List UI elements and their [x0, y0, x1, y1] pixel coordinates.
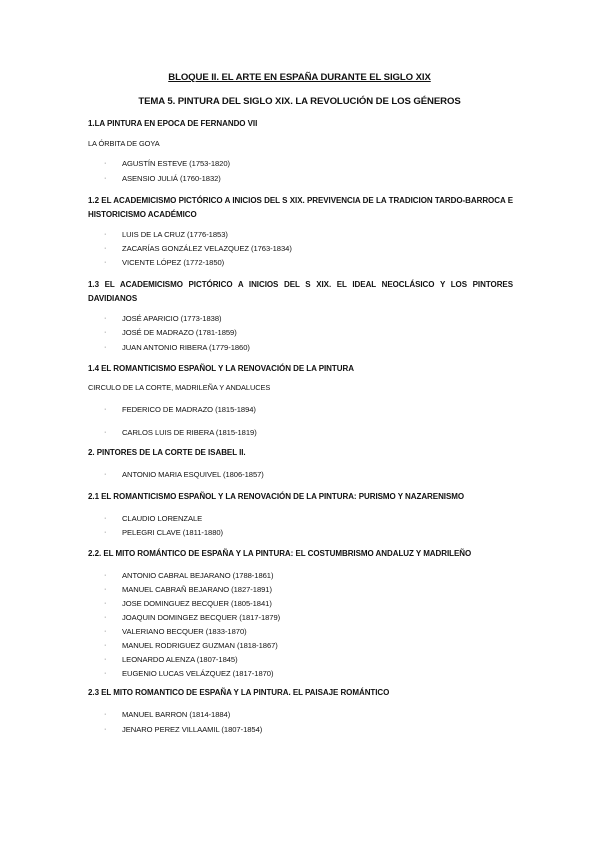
list-item-text: FEDERICO DE MADRAZO (1815-1894)	[122, 405, 256, 414]
list-item-text: ANTONIO MARIA ESQUIVEL (1806-1857)	[122, 470, 264, 479]
bullet-icon: ·	[104, 586, 107, 593]
bullet-icon: ·	[104, 245, 107, 252]
list-item-text: PELEGRI CLAVE (1811-1880)	[122, 528, 224, 537]
section-subheading: CIRCULO DE LA CORTE, MADRILEÑA Y ANDALUCES	[88, 383, 271, 392]
bullet-icon: ·	[104, 429, 107, 436]
list-item-text: AGUSTÍN ESTEVE (1753-1820)	[122, 159, 231, 168]
document-title: BLOQUE II. EL ARTE EN ESPAÑA DURANTE EL SIGLO XIX	[168, 72, 431, 83]
bullet-icon: ·	[104, 160, 107, 167]
list-item-text: LEONARDO ALENZA (1807-1845)	[122, 655, 238, 664]
bullet-icon: ·	[104, 726, 107, 733]
section-subheading: LA ÓRBITA DE GOYA	[88, 139, 160, 148]
section-heading: 1.3 EL ACADEMICISMO PICTÓRICO A INICIOS DEL S XIX. EL IDEAL NEOCLÁSICO Y LOS PINTORES DAVIDIANOS	[88, 280, 513, 303]
bullet-icon: ·	[104, 529, 107, 536]
bullet-icon: ·	[104, 471, 107, 478]
list-item-text: CLAUDIO LORENZALE	[122, 514, 203, 523]
document-subtitle: TEMA 5. PINTURA DEL SIGLO XIX. LA REVOLUCIÓN DE LOS GÉNEROS	[138, 96, 461, 107]
bullet-icon: ·	[104, 315, 107, 322]
list-item-text: MANUEL CABRAÑ BEJARANO (1827-1891)	[122, 585, 272, 594]
bullet-icon: ·	[104, 406, 107, 413]
bullet-icon: ·	[104, 614, 107, 621]
list-item-text: EUGENIO LUCAS VELÁZQUEZ (1817-1870)	[122, 669, 274, 678]
list-item-text: ANTONIO CABRAL BEJARANO (1788-1861)	[122, 571, 274, 580]
list-item-text: VALERIANO BECQUER (1833-1870)	[122, 627, 247, 636]
section-heading: 2.1 EL ROMANTICISMO ESPAÑOL Y LA RENOVACIÓN DE LA PINTURA: PURISMO Y NAZARENISMO	[88, 492, 465, 501]
section-heading: 2.2. EL MITO ROMÁNTICO DE ESPAÑA Y LA PINTURA: EL COSTUMBRISMO ANDALUZ Y MADRILEÑO	[88, 549, 472, 558]
list-item-text: ZACARÍAS GONZÁLEZ VELAZQUEZ (1763-1834)	[122, 244, 292, 253]
list-item-text: ASENSIO JULIÁ (1760-1832)	[122, 174, 221, 183]
bullet-icon: ·	[104, 572, 107, 579]
bullet-icon: ·	[104, 259, 107, 266]
list-item-text: JOSÉ DE MADRAZO (1781-1859)	[122, 328, 237, 337]
list-item-text: VICENTE LÓPEZ (1772-1850)	[122, 258, 225, 267]
bullet-icon: ·	[104, 329, 107, 336]
section-heading: 1.4 EL ROMANTICISMO ESPAÑOL Y LA RENOVACIÓN DE LA PINTURA	[88, 364, 354, 373]
list-item-text: JOSE DOMINGUEZ BECQUER (1805-1841)	[122, 599, 272, 608]
list-item-text: MANUEL BARRON (1814-1884)	[122, 710, 231, 719]
section-heading: 1.LA PINTURA EN EPOCA DE FERNANDO VII	[88, 119, 258, 128]
section-heading: 1.2 EL ACADEMICISMO PICTÓRICO A INICIOS DEL S XIX. PREVIVENCIA DE LA TRADICION TARDO-BARROCA E HISTORICISMO ACADÉMICO	[88, 196, 513, 219]
list-item-text: MANUEL RODRIGUEZ GUZMAN (1818-1867)	[122, 641, 278, 650]
bullet-icon: ·	[104, 656, 107, 663]
list-item-text: JOAQUIN DOMINGEZ BECQUER (1817-1879)	[122, 613, 281, 622]
bullet-icon: ·	[104, 344, 107, 351]
list-item-text: LUIS DE LA CRUZ (1776-1853)	[122, 230, 228, 239]
bullet-icon: ·	[104, 642, 107, 649]
bullet-icon: ·	[104, 628, 107, 635]
list-item-text: JUAN ANTONIO RIBERA (1779-1860)	[122, 343, 250, 352]
list-item-text: CARLOS LUIS DE RIBERA (1815-1819)	[122, 428, 257, 437]
bullet-icon: ·	[104, 600, 107, 607]
list-item-text: JOSÉ APARICIO (1773-1838)	[122, 314, 222, 323]
bullet-icon: ·	[104, 231, 107, 238]
list-item-text: JENARO PEREZ VILLAAMIL (1807-1854)	[122, 725, 263, 734]
bullet-icon: ·	[104, 670, 107, 677]
bullet-icon: ·	[104, 175, 107, 182]
section-heading: 2. PINTORES DE LA CORTE DE ISABEL II.	[88, 448, 246, 457]
section-heading: 2.3 EL MITO ROMANTICO DE ESPAÑA Y LA PINTURA. EL PAISAJE ROMÁNTICO	[88, 688, 390, 697]
bullet-icon: ·	[104, 515, 107, 522]
bullet-icon: ·	[104, 711, 107, 718]
